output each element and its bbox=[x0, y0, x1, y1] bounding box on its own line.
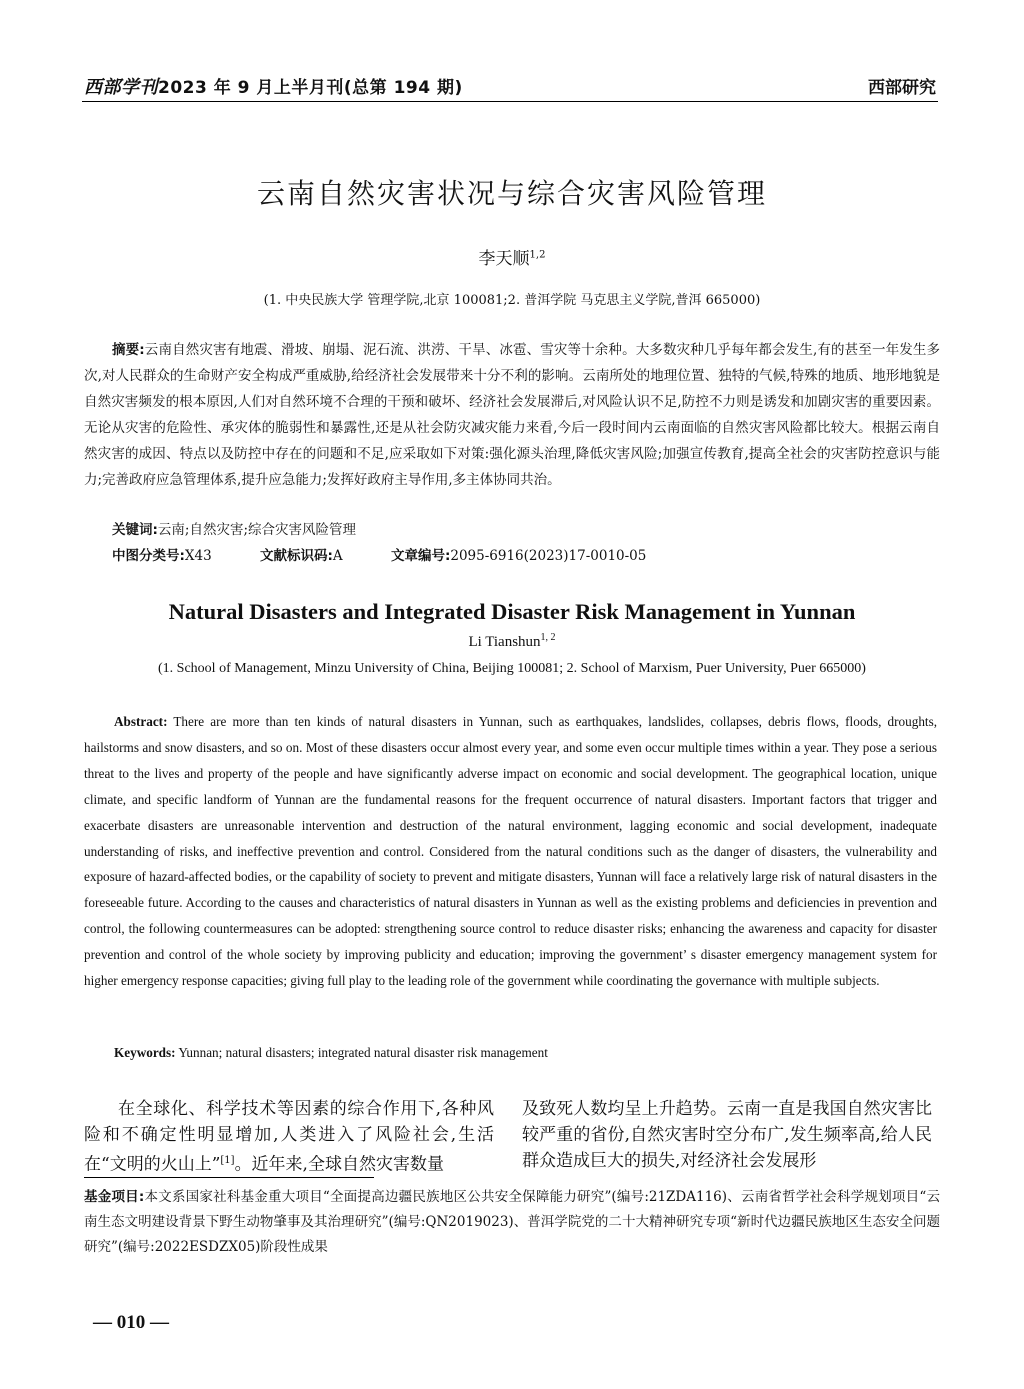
en-keywords-label: Keywords: bbox=[114, 1045, 176, 1060]
cn-author-sup: 1,2 bbox=[529, 249, 546, 261]
en-affiliation: (1. School of Management, Minzu University of China, Beijing 100081; 2. School of Marxism, Puer University, Puer 665000) bbox=[158, 661, 866, 676]
issue-info: 2023 年 9 月上半月刊(总第 194 期) bbox=[158, 78, 463, 98]
header-divider bbox=[82, 101, 938, 102]
article-no-value: 2095-6916(2023)17-0010-05 bbox=[450, 548, 647, 564]
section-name: 西部研究 bbox=[868, 78, 936, 98]
cn-abstract-label: 摘要: bbox=[112, 342, 145, 358]
cn-title: 云南自然灾害状况与综合灾害风险管理 bbox=[256, 177, 767, 210]
body-left-column bbox=[84, 1096, 494, 1178]
clc-item bbox=[112, 548, 212, 564]
body-right-column: 及致死人数均呈上升趋势。云南一直是我国自然灾害比较严重的省份,自然灾害时空分布广,发生频率高,给人民群众造成巨大的损失,对经济社会发展形 bbox=[522, 1099, 932, 1171]
doc-code-item bbox=[260, 548, 343, 564]
body-left-text: 在全球化、科学技术等因素的综合作用下,各种风险和不确定性明显增加,人类进入了风险社会,生活在“文明的火山上” bbox=[84, 1099, 494, 1175]
cn-keywords-label: 关键词: bbox=[112, 522, 158, 538]
funding-label: 基金项目: bbox=[84, 1189, 145, 1205]
cn-keywords-text: 云南;自然灾害;综合灾害风险管理 bbox=[157, 522, 357, 538]
body-left-tail: 。近年来,全球自然灾害数量 bbox=[234, 1154, 444, 1175]
doc-code-label: 文献标识码: bbox=[260, 548, 333, 564]
clc-label: 中图分类号: bbox=[112, 548, 185, 564]
en-abstract bbox=[84, 709, 937, 994]
doc-code-value: A bbox=[332, 548, 343, 564]
cn-author-name: 李天顺 bbox=[478, 249, 530, 269]
funding-text: 本文系国家社科基金重大项目“全面提高边疆民族地区公共安全保障能力研究”(编号:21ZDA116)、云南省哲学社会科学规划项目“云南生态文明建设背景下野生动物肇事及其治理研究”(编号:QN2019023)、普洱学院党的二十大精神研究专项“新时代边疆民族地区生态安全问题研究”(编号:2022ESDZX05)阶段性成果 bbox=[84, 1189, 940, 1255]
cn-affiliation: (1. 中央民族大学 管理学院,北京 100081;2. 普洱学院 马克思主义学院,普洱 665000) bbox=[263, 293, 761, 308]
journal-logo: 西部学刊 bbox=[84, 77, 158, 98]
footnote-divider bbox=[84, 1177, 374, 1178]
article-no-label: 文章编号: bbox=[390, 548, 451, 564]
en-author-sup: 1, 2 bbox=[540, 632, 556, 643]
en-title: Natural Disasters and Integrated Disaster Risk Management in Yunnan bbox=[168, 599, 856, 624]
en-abstract-text: There are more than ten kinds of natural disasters in Yunnan, such as earthquakes, landslides, collapses, debris flows, floods, droughts, hailstorms and snow disasters, and so on. Most of these disasters occur almost every year, and some even occur multiple times within a year. They pose a serious threat to the lives and property of the people and have significantly adverse impact on economic and social development. The geographical location, unique climate, and specific landform of Yunnan are the fundamental reasons for the frequent occurrence of natural disasters. Important factors that trigger and exacerbate disasters are unreasonable intervention and destruction of the natural environment, lagging economic and social development, inadequate understanding of risks, and ineffective prevention and control. Considered from the natural conditions such as the danger of disasters, the vulnerability and exposure of hazard-affected bodies, or the capability of society to prevent and mitigate disasters, Yunnan will face a relatively large risk of natural disasters in the foreseeable future. According to the causes and characteristics of natural disasters in Yunnan as well as the existing problems and deficiencies in prevention and control, the following countermeasures can be adopted: strengthening source control to reduce disaster risks; enhancing the awareness and capacity for disaster prevention and control of the whole society by improving publicity and education; improving the government’ s disaster emergency management system for higher emergency response capacities; giving full play to the leading role of the government while coordinating the governance with multiple subjects. bbox=[84, 714, 938, 989]
article-no-item bbox=[391, 548, 646, 564]
en-keywords-text: Yunnan; natural disasters; integrated natural disaster risk management bbox=[178, 1045, 548, 1060]
en-author bbox=[0, 632, 1024, 651]
page-number: — 010 — bbox=[93, 1312, 169, 1333]
clc-value: X43 bbox=[184, 548, 212, 564]
en-keywords bbox=[114, 1045, 548, 1061]
citation-ref: [1] bbox=[220, 1155, 235, 1166]
cn-abstract-text: 云南自然灾害有地震、滑坡、崩塌、泥石流、洪涝、干旱、冰雹、雪灾等十余种。大多数灾种几乎每年都会发生,有的甚至一年发生多次,对人民群众的生命财产安全构成严重威胁,给经济社会发展带来十分不利的影响。云南所处的地理位置、独特的气候,特殊的地质、地形地貌是自然灾害频发的根本原因,人们对自然环境不合理的干预和破坏、经济社会发展滞后,对风险认识不足,防控不力则是诱发和加剧灾害的重要因素。无论从灾害的危险性、承灾体的脆弱性和暴露性,还是从社会防灾减灾能力来看,今后一段时间内云南面临的自然灾害风险都比较大。根据云南自然灾害的成因、特点以及防控中存在的问题和不足,应采取如下对策:强化源头治理,降低灾害风险;加强宣传教育,提高全社会的灾害防控意识与能力;完善政府应急管理体系,提升应急能力;发挥好政府主导作用,多主体协同共治。 bbox=[84, 342, 940, 488]
running-header-left bbox=[84, 73, 463, 99]
cn-author bbox=[0, 244, 1024, 269]
en-abstract-label: Abstract: bbox=[114, 714, 168, 729]
cn-classification bbox=[112, 544, 690, 564]
cn-abstract bbox=[84, 337, 940, 493]
funding-footnote bbox=[84, 1185, 940, 1260]
cn-keywords bbox=[112, 518, 356, 538]
en-author-name: Li Tianshun bbox=[468, 634, 541, 650]
